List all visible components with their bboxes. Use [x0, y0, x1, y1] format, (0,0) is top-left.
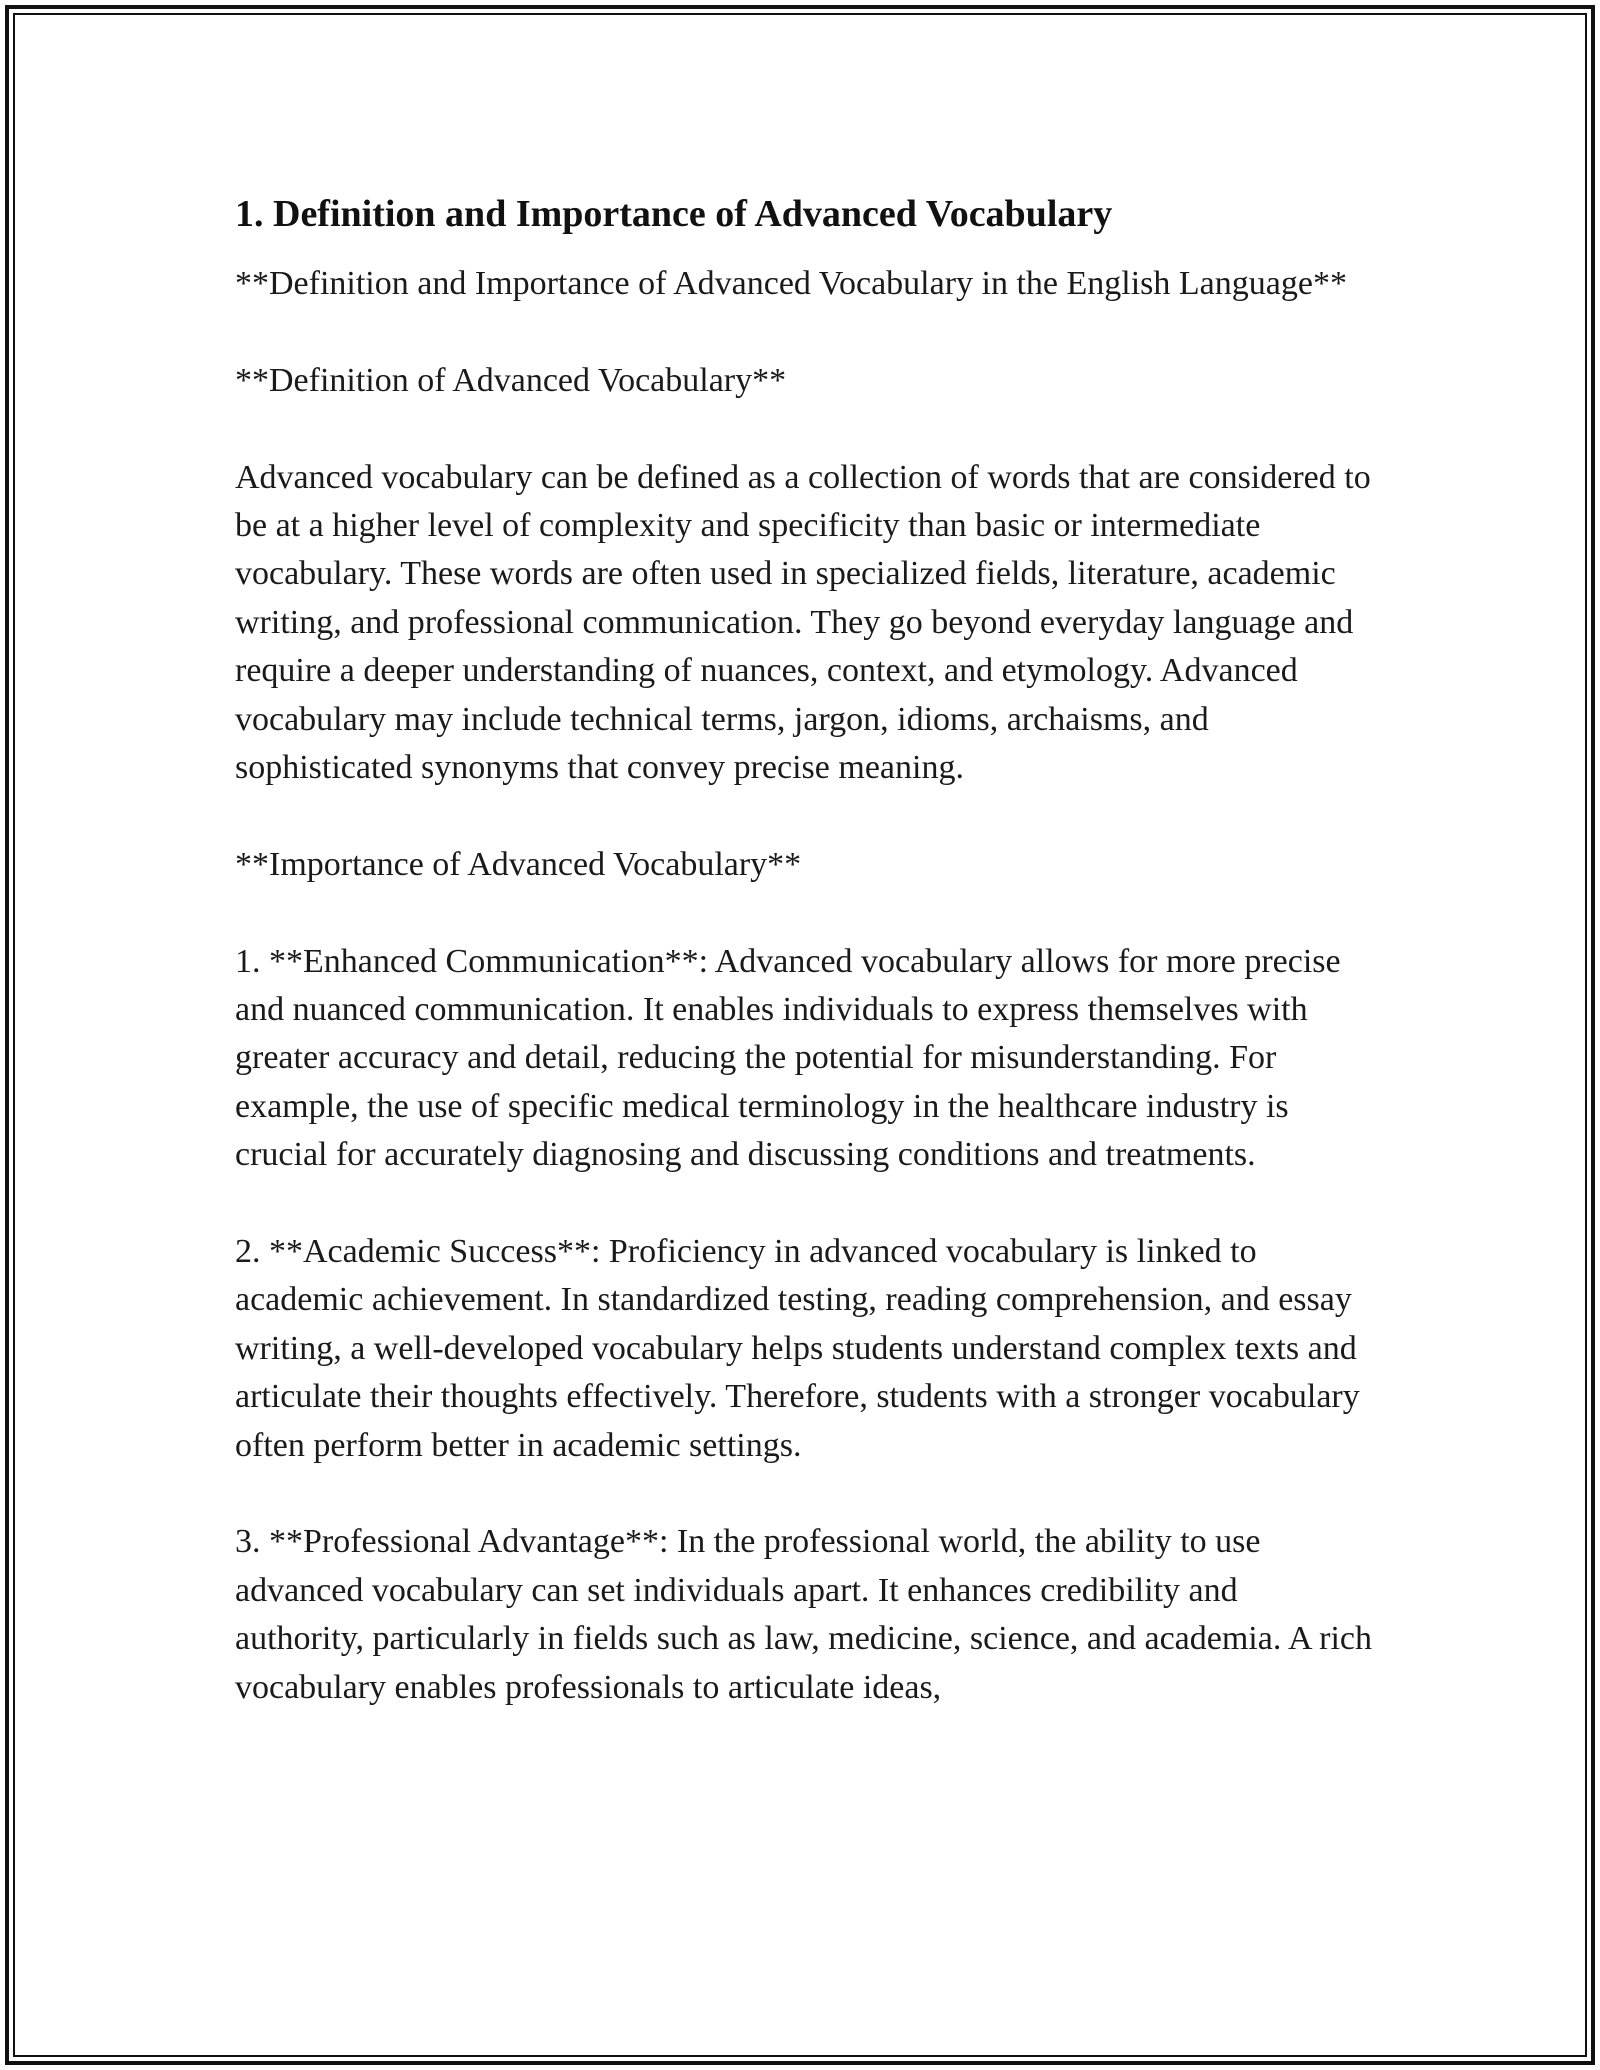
list-item-professional-advantage: 3. **Professional Advantage**: In the professional world, the ability to use advanced vocabulary can set individuals apart. It enhances credibility and authority, particularly in fields such as law, medicine, science, and academia. A rich vocabulary enables professionals to articulate ideas,	[235, 1523, 1373, 1706]
document-body	[235, 188, 1375, 1712]
list-item-academic-success: 2. **Academic Success**: Proficiency in advanced vocabulary is linked to academic achievement. In standardized testing, reading comprehension, and essay writing, a well-developed vocabulary helps students understand complex texts and articulate their thoughts effectively. Therefore, students with a stronger vocabulary often perform better in academic settings.	[235, 1233, 1360, 1464]
subheading-importance: **Importance of Advanced Vocabulary**	[235, 845, 802, 883]
list-item-enhanced-communication: 1. **Enhanced Communication**: Advanced vocabulary allows for more precise and nuanced communication. It enables individuals to express themselves with greater accuracy and detail, reducing the potential for misunderstanding. For example, the use of specific medical terminology in the healthcare industry is crucial for accurately diagnosing and discussing conditions and treatments.	[235, 942, 1341, 1174]
document-subtitle: **Definition and Importance of Advanced Vocabulary in the English Language**	[235, 265, 1347, 302]
section-title: 1. Definition and Importance of Advanced Vocabulary	[235, 193, 1113, 235]
subheading-definition: **Definition of Advanced Vocabulary**	[235, 361, 787, 399]
definition-paragraph: Advanced vocabulary can be defined as a collection of words that are considered to be at a higher level of complexity and specificity than basic or intermediate vocabulary. These words are often used in specialized fields, literature, academic writing, and professional communication. They go beyond everyday language and require a deeper understanding of nuances, context, and etymology. Advanced vocabulary may include technical terms, jargon, idioms, archaisms, and sophisticated synonyms that convey precise meaning.	[235, 458, 1371, 787]
